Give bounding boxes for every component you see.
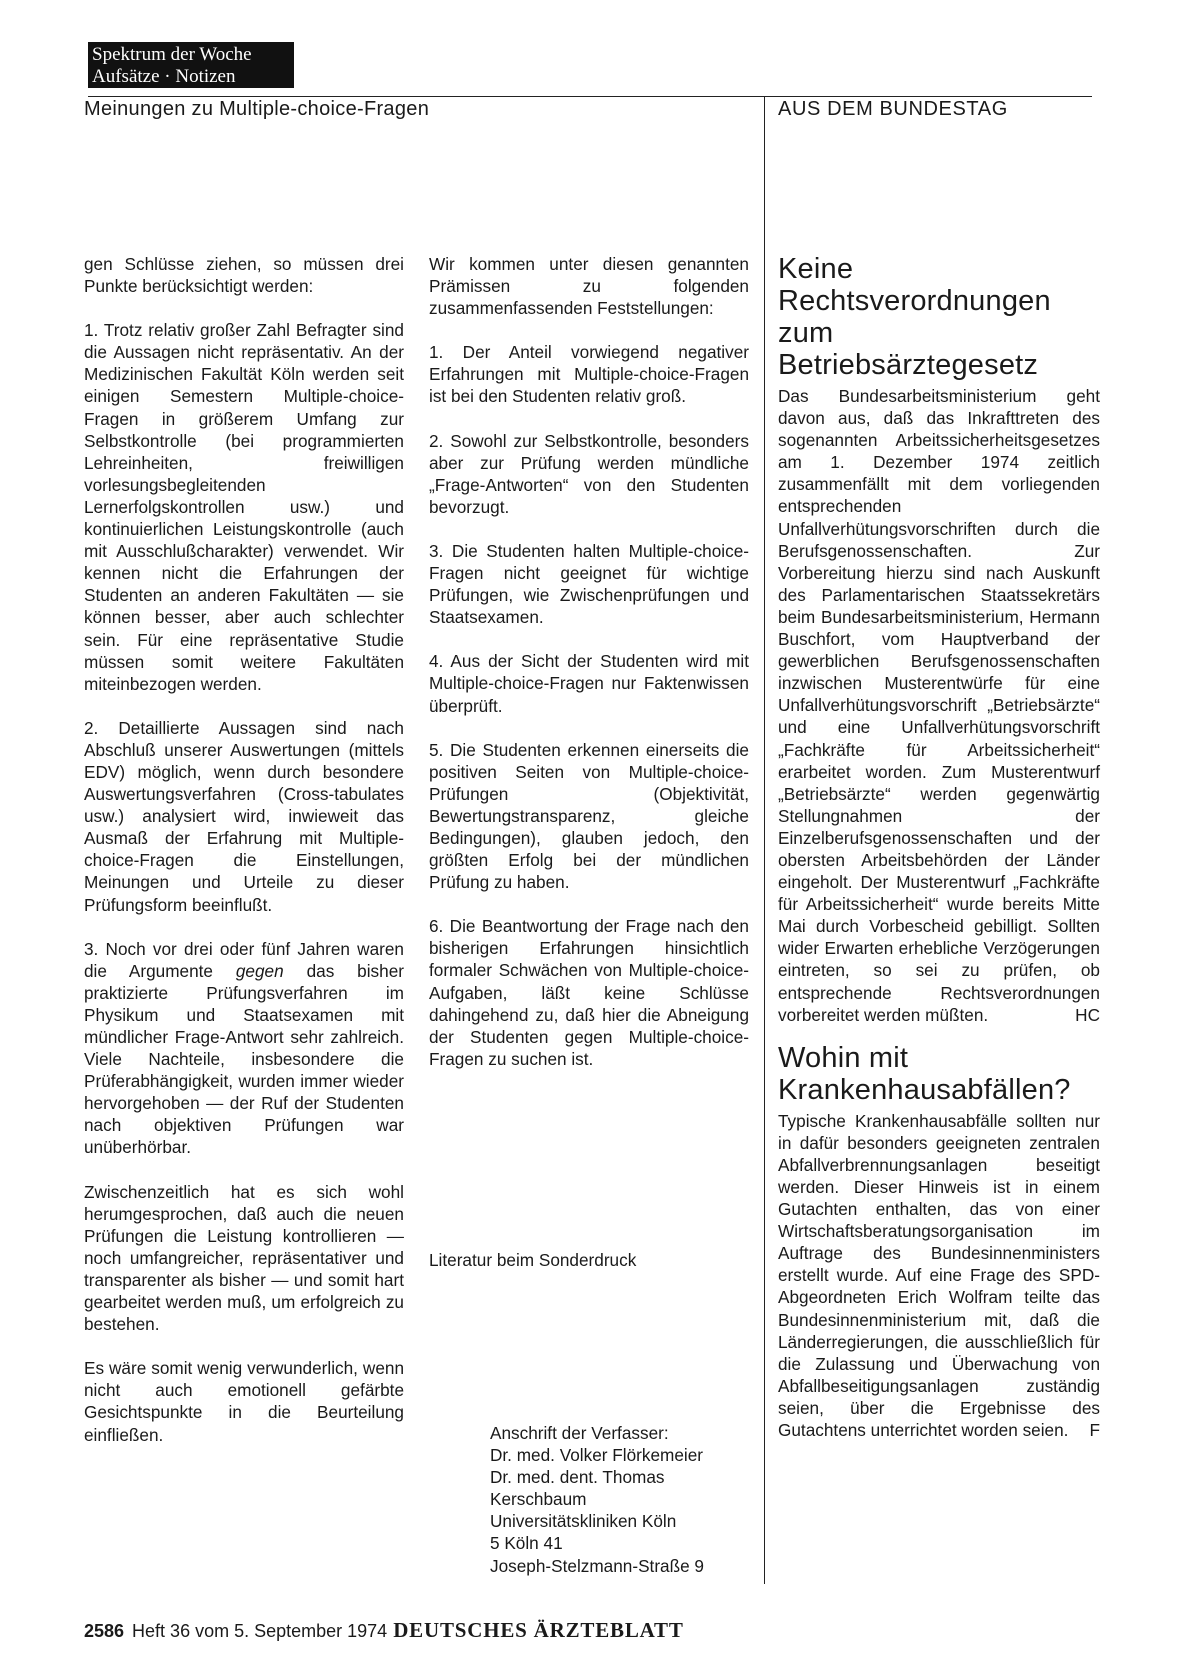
section-badge <box>88 42 294 88</box>
address-line: Dr. med. Volker Flörkemeier <box>490 1445 703 1466</box>
author-signature: F <box>1089 1420 1100 1441</box>
paragraph: 2. Detaillierte Aussagen sind nach Abschluß unserer Auswertungen (mittels EDV) möglich, wenn durch besondere Auswertungsverfahren (Cross-tabulates usw.) analysiert wird, inwieweit das Ausmaß der Erfahrung mit Multiple-choice-Fragen die Einstellungen, Meinungen und Urteile zu dieser Prüfungsform beeinflußt. <box>84 717 404 915</box>
header-rule <box>88 96 1092 97</box>
paragraph: 6. Die Beantwortung der Frage nach den bisherigen Erfahrungen hinsichtlich formaler Schwächen von Multiple-choice-Aufgaben, läßt keine Schlüsse dahingehend zu, daß hier die Abneigung der Studenten gegen Multiple-choice-Fragen zu suchen ist. <box>429 916 749 1069</box>
article-headline: Keine Rechtsverordnungen zum Betriebsärztegesetz <box>778 253 1051 381</box>
paragraph: Es wäre somit wenig verwunderlich, wenn nicht auch emotionell gefärbte Gesichtspunkte in die Beurteilung einfließen. <box>84 1358 404 1445</box>
section-badge-line-2: Aufsätze · Notizen <box>92 66 236 87</box>
page-number: 2586 <box>84 1621 125 1641</box>
column-left <box>84 253 404 1468</box>
section-title: AUS DEM BUNDESTAG <box>778 98 1008 120</box>
article-body <box>778 385 1100 1026</box>
paragraph: 5. Die Studenten erkennen einerseits die positiven Seiten von Multiple-choice-Prüfungen (Objektivität, Bewertungstransparenz, gleiche Bedingungen), glauben jedoch, den größten Erfolg bei der mündlichen Prüfung zu haben. <box>429 739 749 893</box>
article-krankenhausabfaelle <box>778 1042 1100 1441</box>
paragraph <box>84 938 404 1159</box>
paragraph-text: 3. Noch vor drei oder fünf Jahren waren die Argumente <box>84 938 404 981</box>
paragraph: 1. Der Anteil vorwiegend negativer Erfahrungen mit Multiple-choice-Fragen ist bei den Studenten relativ groß. <box>429 342 749 407</box>
issue-info: Heft 36 vom 5. September 1974 <box>132 1621 388 1641</box>
paragraph: Wir kommen unter diesen genannten Prämissen zu folgenden zusammenfassenden Feststellungen: <box>429 254 749 319</box>
paragraph: gen Schlüsse ziehen, so müssen drei Punkte berücksichtigt werden: <box>84 254 404 297</box>
paragraph: 3. Die Studenten halten Multiple-choice-Fragen nicht geeignet für wichtige Prüfungen, wie Zwischenprüfungen und Staatsexamen. <box>429 540 749 628</box>
paragraph: 2. Sowohl zur Selbstkontrolle, besonders aber zur Prüfung werden mündliche „Frage-Antworten“ von den Studenten bevorzugt. <box>429 430 749 517</box>
column-right <box>778 253 1100 1457</box>
article-headline: Wohin mit Krankenhausabfällen? <box>778 1041 1071 1106</box>
literature-note: Literatur beim Sonderdruck <box>429 1250 637 1270</box>
section-badge-line-1: Spektrum der Woche <box>92 44 252 65</box>
article-betriebsaerzte <box>778 253 1100 1026</box>
page-footer <box>84 1618 684 1643</box>
article-body <box>778 1110 1100 1441</box>
masthead: DEUTSCHES ÄRZTEBLATT <box>393 1618 684 1642</box>
address-line: 5 Köln 41 <box>490 1533 563 1554</box>
column-middle <box>429 253 749 1092</box>
paragraph: 4. Aus der Sicht der Studenten wird mit Multiple-choice-Fragen nur Faktenwissen überprüft. <box>429 651 749 716</box>
address-line: Kerschbaum <box>490 1489 587 1510</box>
emphasis: gegen <box>235 960 284 981</box>
author-address <box>490 1422 760 1577</box>
address-line: Joseph-Stelzmann-Straße 9 <box>490 1555 704 1576</box>
running-title: Meinungen zu Multiple-choice-Fragen <box>84 98 430 120</box>
address-line: Anschrift der Verfasser: <box>490 1423 669 1443</box>
paragraph: Zwischenzeitlich hat es sich wohl herumgesprochen, daß auch die neuen Prüfungen die Leistung kontrollieren — noch umfangreicher, repräsentativer und transparenter als bisher — und somit hart gearbeitet werden muß, um erfolgreich zu bestehen. <box>84 1181 404 1335</box>
paragraph-text: das bisher praktizierte Prüfungsverfahren im Physikum und Staatsexamen mit mündlicher Frage-Antwort sehr zahlreich. Viele Nachteile, insbesondere die Prüferabhängigkeit, wurden immer wieder hervorgehoben — der Ruf der Studenten nach objektiven Prüfungen war unüberhörbar. <box>84 960 404 1158</box>
paragraph: 1. Trotz relativ großer Zahl Befragter sind die Aussagen nicht repräsentativ. An der Medizinischen Fakultät Köln werden seit einigen Semestern Multiple-choice-Fragen in größerem Umfang zur Selbstkontrolle (bei programmierten Lehreinheiten, freiwilligen vorlesungsbegleitenden Lernerfolgskontrollen usw.) und kontinuierlichen Leistungskontrolle (auch mit Ausschlußcharakter) verwendet. Wir kennen nicht die Erfahrungen der Studenten an anderen Fakultäten — sie können besser, aber auch schlechter sein. Für eine repräsentative Studie müssen somit weitere Fakultäten miteinbezogen werden. <box>84 320 404 694</box>
address-line: Dr. med. dent. Thomas <box>490 1467 665 1488</box>
address-line: Universitätskliniken Köln <box>490 1511 677 1532</box>
article-body-text: Typische Krankenhausabfälle sollten nur in dafür besonders geeigneten zentralen Abfallverbrennungsanlagen beseitigt werden. Dieser Hinweis ist in einem Gutachten enthalten, das von einer Wirtschaftsberatungsorganisation im Auftrage des Bundesinnenministers erstellt wurde. Auf eine Frage des SPD-Abgeordneten Erich Wolfram teilte das Bundesinnenministerium mit, daß die Länderregierungen, die ausschließlich für die Zulassung und Überwachung von Abfallbeseitigungsanlagen zuständig seien, über die Ergebnisse des Gutachtens unterrichtet worden seien. <box>778 1110 1100 1441</box>
column-divider <box>764 96 765 1584</box>
author-signature: HC <box>1075 1004 1100 1025</box>
article-body-text: Das Bundesarbeitsministerium geht davon aus, daß das Inkrafttreten des sogenannten Arbeitssicherheitsgesetzes am 1. Dezember 1974 zeitlich zusammenfällt mit dem vorliegenden entsprechenden Unfallverhütungsvorschriften durch die Berufsgenossenschaften. Zur Vorbereitung hierzu sind nach Auskunft des Parlamentarischen Staatssekretärs beim Bundesarbeitsministerium, Hermann Buschfort, vom Hauptverband der gewerblichen Berufsgenossenschaften inzwischen Musterentwürfe für eine Unfallverhütungsvorschrift „Betriebsärzte“ und eine Unfallverhütungsvorschrift „Fachkräfte für Arbeitssicherheit“ erarbeitet worden. Zum Musterentwurf „Betriebsärzte“ werden gegenwärtig Stellungnahmen der Einzelberufsgenossenschaften und der obersten Arbeitsbehörden der Länder eingeholt. Der Musterentwurf „Fachkräfte für Arbeitssicherheit“ wurde bereits Mitte Mai durch Vorbescheid gebilligt. Sollten wider Erwarten erhebliche Verzögerungen eintreten, so sei zu prüfen, ob entsprechende Rechtsverordnungen vorbereitet werden müßten. <box>778 386 1100 1025</box>
